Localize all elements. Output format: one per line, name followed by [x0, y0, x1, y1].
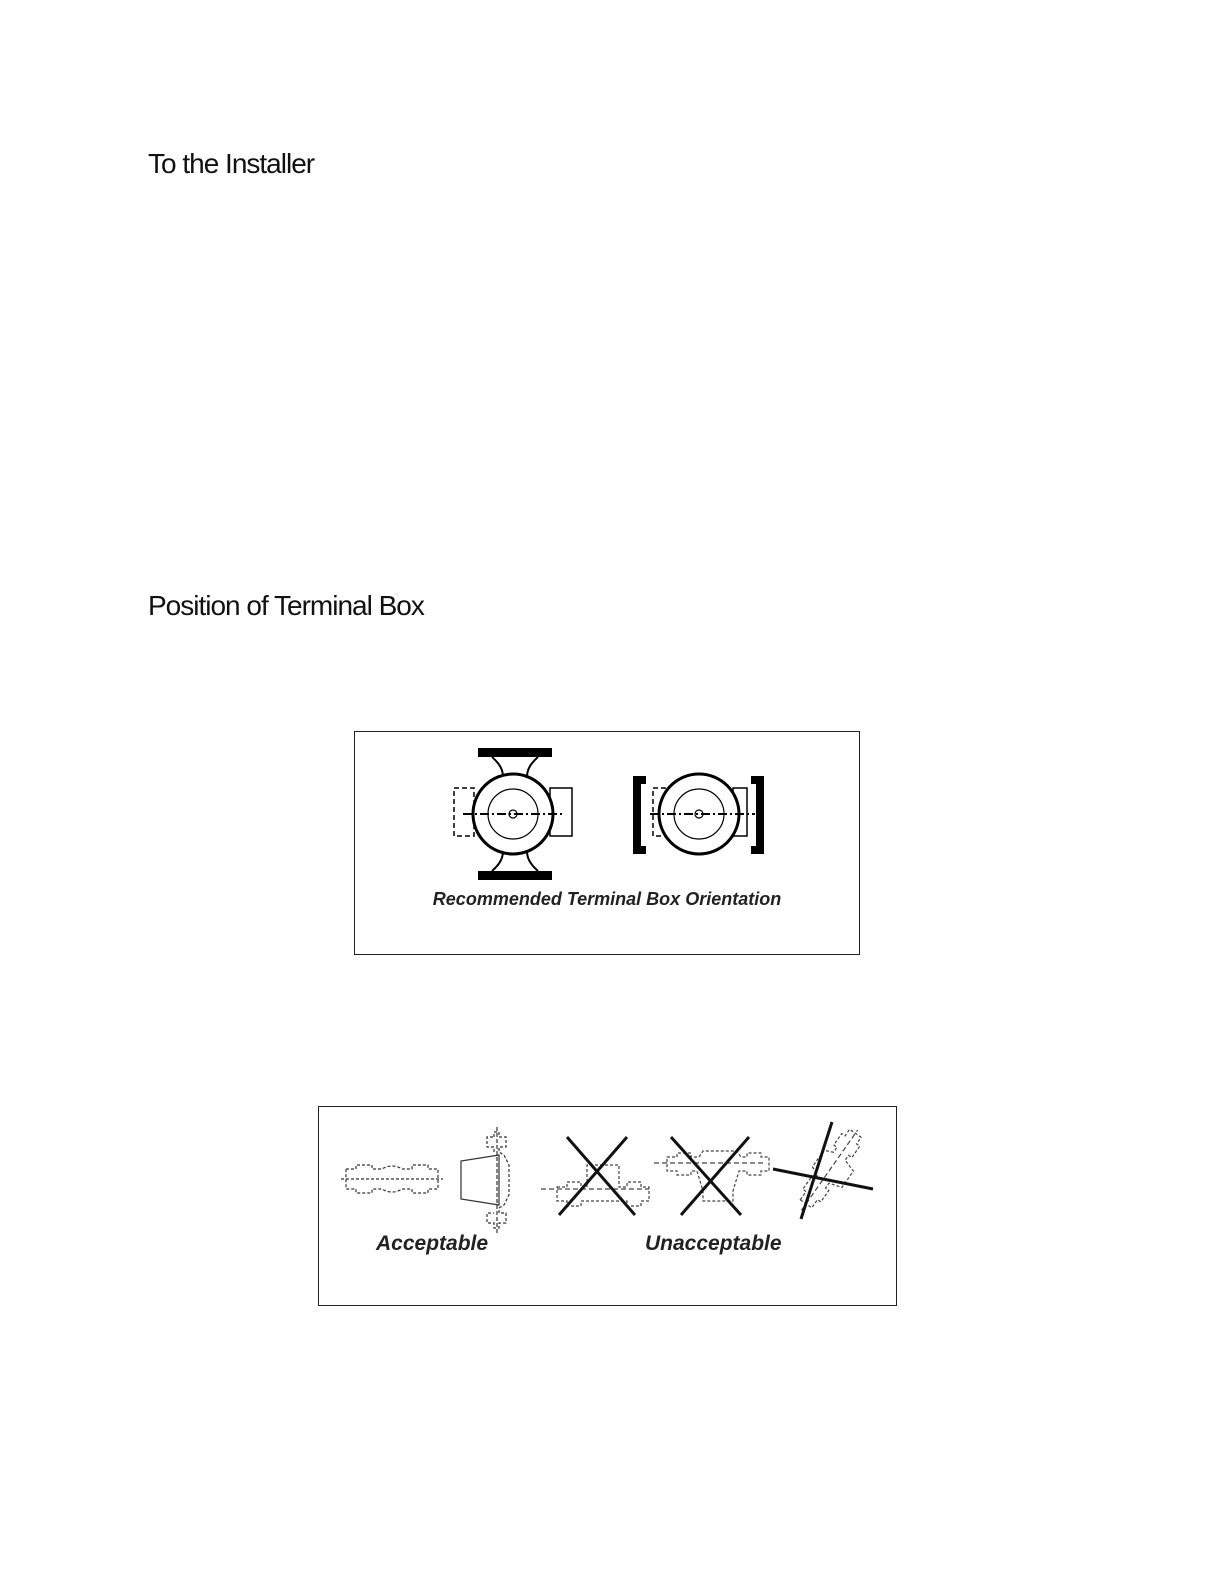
orientation-diagram — [355, 732, 859, 954]
unacceptable-pump-3-drawing — [773, 1121, 874, 1222]
acceptable-vertical-pump-drawing — [461, 1127, 509, 1235]
pump-horizontal-flanges-drawing — [637, 774, 760, 854]
mounting-diagram — [319, 1107, 896, 1305]
terminal-box-orientation-figure — [354, 731, 860, 955]
section-heading-terminal-box: Position of Terminal Box — [148, 590, 424, 621]
unacceptable-label: Unacceptable — [645, 1232, 782, 1255]
unacceptable-pump-2-drawing — [654, 1137, 769, 1215]
unacceptable-pump-1-drawing — [541, 1137, 649, 1215]
mounting-position-figure — [318, 1106, 897, 1306]
orientation-caption: Recommended Terminal Box Orientation — [432, 889, 782, 909]
acceptable-label: Acceptable — [376, 1232, 489, 1255]
pump-vertical-flanges-drawing — [454, 748, 572, 880]
acceptable-horizontal-pump-drawing — [341, 1165, 443, 1193]
section-heading-installer: To the Installer — [148, 148, 315, 179]
